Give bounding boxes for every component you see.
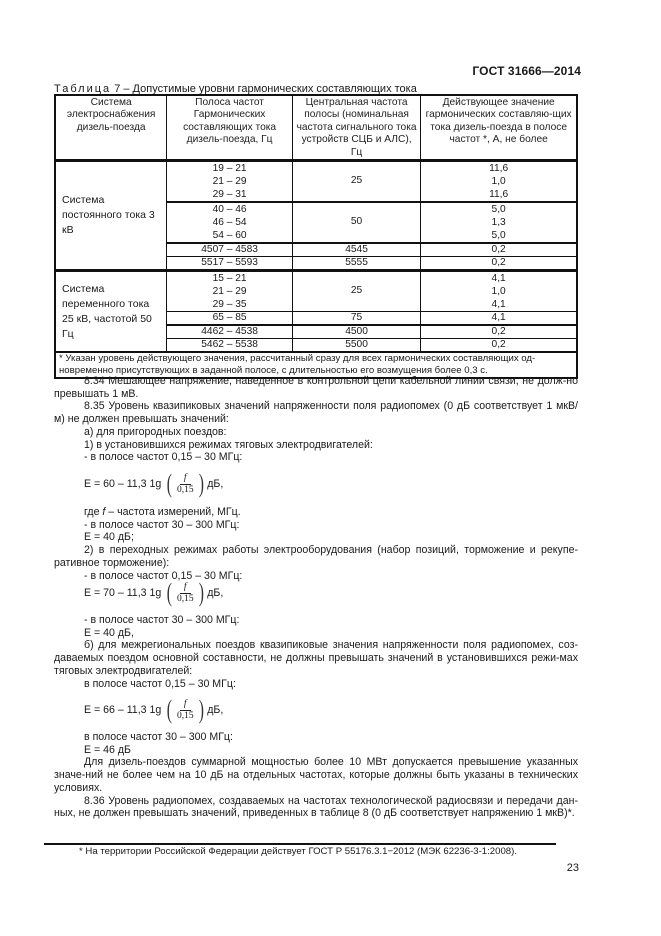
value: 1,0	[491, 286, 506, 298]
fraction-denominator: 0,15	[176, 593, 194, 604]
band-range-cell	[167, 202, 293, 243]
formula-1	[84, 471, 223, 497]
column-header-center: Центральная частота полосы (номинальная частота сигнального тока устройств СЦБ и АЛС), Гц	[292, 95, 420, 161]
center-frequency-cell: 50	[292, 202, 420, 243]
body-text-block-1	[54, 375, 578, 464]
fraction	[175, 582, 196, 605]
item-a2: 2) в переходных режимах работы электрооборудования (набор позиций, торможение и рекупе-ративное торможение):	[54, 544, 578, 569]
band-range: 29 – 31	[212, 189, 247, 201]
where-rest: – частота измерений, МГц.	[105, 506, 241, 518]
formula-unit: дБ,	[207, 478, 224, 490]
band-line: в полосе частот 0,15 – 30 МГц:	[84, 677, 236, 690]
formula-unit: дБ,	[207, 704, 224, 716]
left-paren-icon: (	[167, 695, 173, 724]
center-frequency-cell: 4545	[292, 243, 420, 257]
right-paren-icon: )	[198, 469, 204, 498]
formula-unit: дБ,	[207, 587, 224, 599]
band-line: - в полосе частот 30 – 300 МГц:	[84, 614, 240, 626]
fraction-group	[165, 580, 205, 606]
center-frequency-cell: 75	[292, 312, 420, 326]
body-text-block-2	[54, 506, 578, 582]
value-cell	[421, 202, 577, 243]
value-cell: 0,2	[421, 243, 577, 257]
band-range: 21 – 29	[212, 176, 247, 188]
paragraph-8-35: 8.35 Уровень квазипиковых значений напряженности поля радиопомех (0 дБ соответствует 1 мкВ/м) не должен превышать значений:	[54, 400, 578, 426]
center-frequency-cell: 5500	[292, 339, 420, 353]
fraction-denominator: 0,15	[176, 710, 194, 721]
paragraph-8-34: 8.34 Мешающее напряжение, наведенное в контрольной цепи кабельной линии связи, не долж-но превышать 1 мВ.	[54, 375, 578, 400]
item-a: а) для пригородных поездов:	[84, 425, 227, 438]
item-b: б) для межрегиональных поездов квазипиковые значения напряженности поля радиопомех, соз-даваемых поездом основной составности, не должны превышать значений в установившихся режи-мах тяговых электродвигателей:	[54, 639, 578, 677]
formula-lhs: E = 66 – 11,3 1g	[84, 704, 162, 716]
where-line	[54, 506, 578, 519]
band-range: 29 – 35	[212, 299, 247, 311]
band-range: 19 – 21	[212, 163, 247, 175]
fraction	[175, 473, 196, 496]
paragraph-8-36: 8.36 Уровень радиопомех, создаваемых на частотах технологической радиосвязи и передачи дан-ных, не должен превышать значений, приведенных в таблице 8 (0 дБ соответствует напряжению 1 мкВ)*.	[54, 794, 578, 820]
body-text-block-3	[54, 614, 578, 690]
paragraph-diesel: Для дизель-поездов суммарной мощностью более 10 МВт допускается превышение указанных значе-ний не более чем на 10 дБ на отдельных частотах, которые должны быть указаны в технических условиях.	[54, 756, 578, 794]
column-header-value: Действующее значение гармонических составляю-щих тока дизель-поезда в полосе частот *, А, не более	[421, 95, 577, 161]
value: 4,1	[491, 273, 506, 285]
band-range: 40 – 46	[212, 204, 247, 216]
value: 5,0	[491, 230, 506, 242]
system-cell: Система постоянного тока 3 кВ	[55, 161, 167, 271]
band-range: 54 – 60	[212, 230, 247, 242]
system-cell: Система переменного тока 25 кВ, частотой 50 Гц	[55, 271, 167, 353]
center-frequency-cell: 25	[292, 271, 420, 312]
standard-header: ГОСТ 31666—2014	[472, 64, 581, 78]
page-footnote: * На территории Российской Федерации действует ГОСТ Р 55176.3.1−2012 (МЭК 62236-3-1:2008).	[79, 846, 517, 857]
fraction-group	[165, 697, 205, 723]
band-line: - в полосе частот 30 – 300 МГц:	[84, 518, 240, 531]
value-cell	[421, 161, 577, 203]
fraction-numerator: f	[180, 582, 191, 594]
value-line: E = 40 дБ;	[84, 531, 134, 544]
column-header-band: Полоса частот Гармонических составляющих тока дизель-поезда, Гц	[167, 95, 293, 161]
band-range: 15 – 21	[212, 273, 247, 285]
value-cell: 0,2	[421, 339, 577, 353]
where-prefix: где	[84, 506, 103, 518]
harmonics-table	[54, 94, 578, 379]
formula-lhs: E = 60 – 11,3 1g	[84, 478, 162, 490]
formula-2	[84, 580, 223, 606]
formula-3	[84, 697, 223, 723]
band-line: - в полосе частот 0,15 – 30 МГц:	[84, 451, 243, 464]
value-line: E = 46 дБ	[84, 743, 131, 756]
value-line: E = 40 дБ,	[84, 626, 134, 639]
left-paren-icon: (	[167, 578, 173, 607]
fraction-numerator: f	[180, 699, 191, 711]
value: 5,0	[491, 204, 506, 216]
band-range-cell: 5517 – 5593	[167, 257, 293, 271]
table-row	[55, 161, 577, 203]
band-range-cell: 4462 – 4538	[167, 325, 293, 339]
formula-lhs: E = 70 – 11,3 1g	[84, 587, 162, 599]
value: 11,6	[489, 189, 509, 201]
center-frequency-cell: 25	[292, 161, 420, 203]
value-cell: 0,2	[421, 325, 577, 339]
where-variable: f	[102, 506, 106, 518]
band-line: в полосе частот 30 – 300 МГц:	[84, 731, 233, 743]
value-cell: 0,2	[421, 257, 577, 271]
item-a1: 1) в установившихся режимах тяговых электродвигателей:	[84, 438, 373, 451]
band-range-cell: 5462 – 5538	[167, 339, 293, 353]
center-frequency-cell: 5555	[292, 257, 420, 271]
band-range-cell	[167, 271, 293, 312]
fraction	[175, 699, 196, 722]
center-frequency-cell: 4500	[292, 325, 420, 339]
left-paren-icon: (	[167, 469, 173, 498]
band-range-cell	[167, 161, 293, 203]
band-range-cell: 4507 – 4583	[167, 243, 293, 257]
table-row	[55, 271, 577, 312]
value: 4,1	[491, 299, 506, 311]
value: 1,0	[491, 176, 506, 188]
band-range-cell: 65 – 85	[167, 312, 293, 326]
fraction-denominator: 0,15	[176, 484, 194, 495]
value: 1,3	[491, 217, 506, 229]
band-range: 21 – 29	[212, 286, 247, 298]
band-range: 46 – 54	[212, 217, 247, 229]
page-number: 23	[566, 862, 579, 874]
body-text-block-4	[54, 731, 578, 820]
value: 11,6	[489, 163, 509, 175]
table-footnote: * Указан уровень действующего значения, рассчитанный сразу для всех гармонических составляющих од-новременно присутствующих в заданной полосе, с длительностью его возмущения более 0,3 с.	[55, 352, 577, 378]
value-cell: 4,1	[421, 312, 577, 326]
column-header-system: Система электроснабжения дизель-поезда	[55, 95, 167, 161]
fraction-numerator: f	[180, 473, 191, 485]
fraction-group	[165, 471, 205, 497]
band-line: - в полосе частот 0,15 – 30 МГц:	[84, 569, 243, 582]
table-caption-text: 7 – Допустимые уровни гармонических составляющих тока	[111, 83, 417, 95]
right-paren-icon: )	[198, 695, 204, 724]
table-caption-label: Таблица	[54, 83, 112, 95]
value-cell	[421, 271, 577, 312]
table-header-row	[55, 95, 577, 161]
footnote-divider	[44, 843, 556, 845]
right-paren-icon: )	[198, 578, 204, 607]
